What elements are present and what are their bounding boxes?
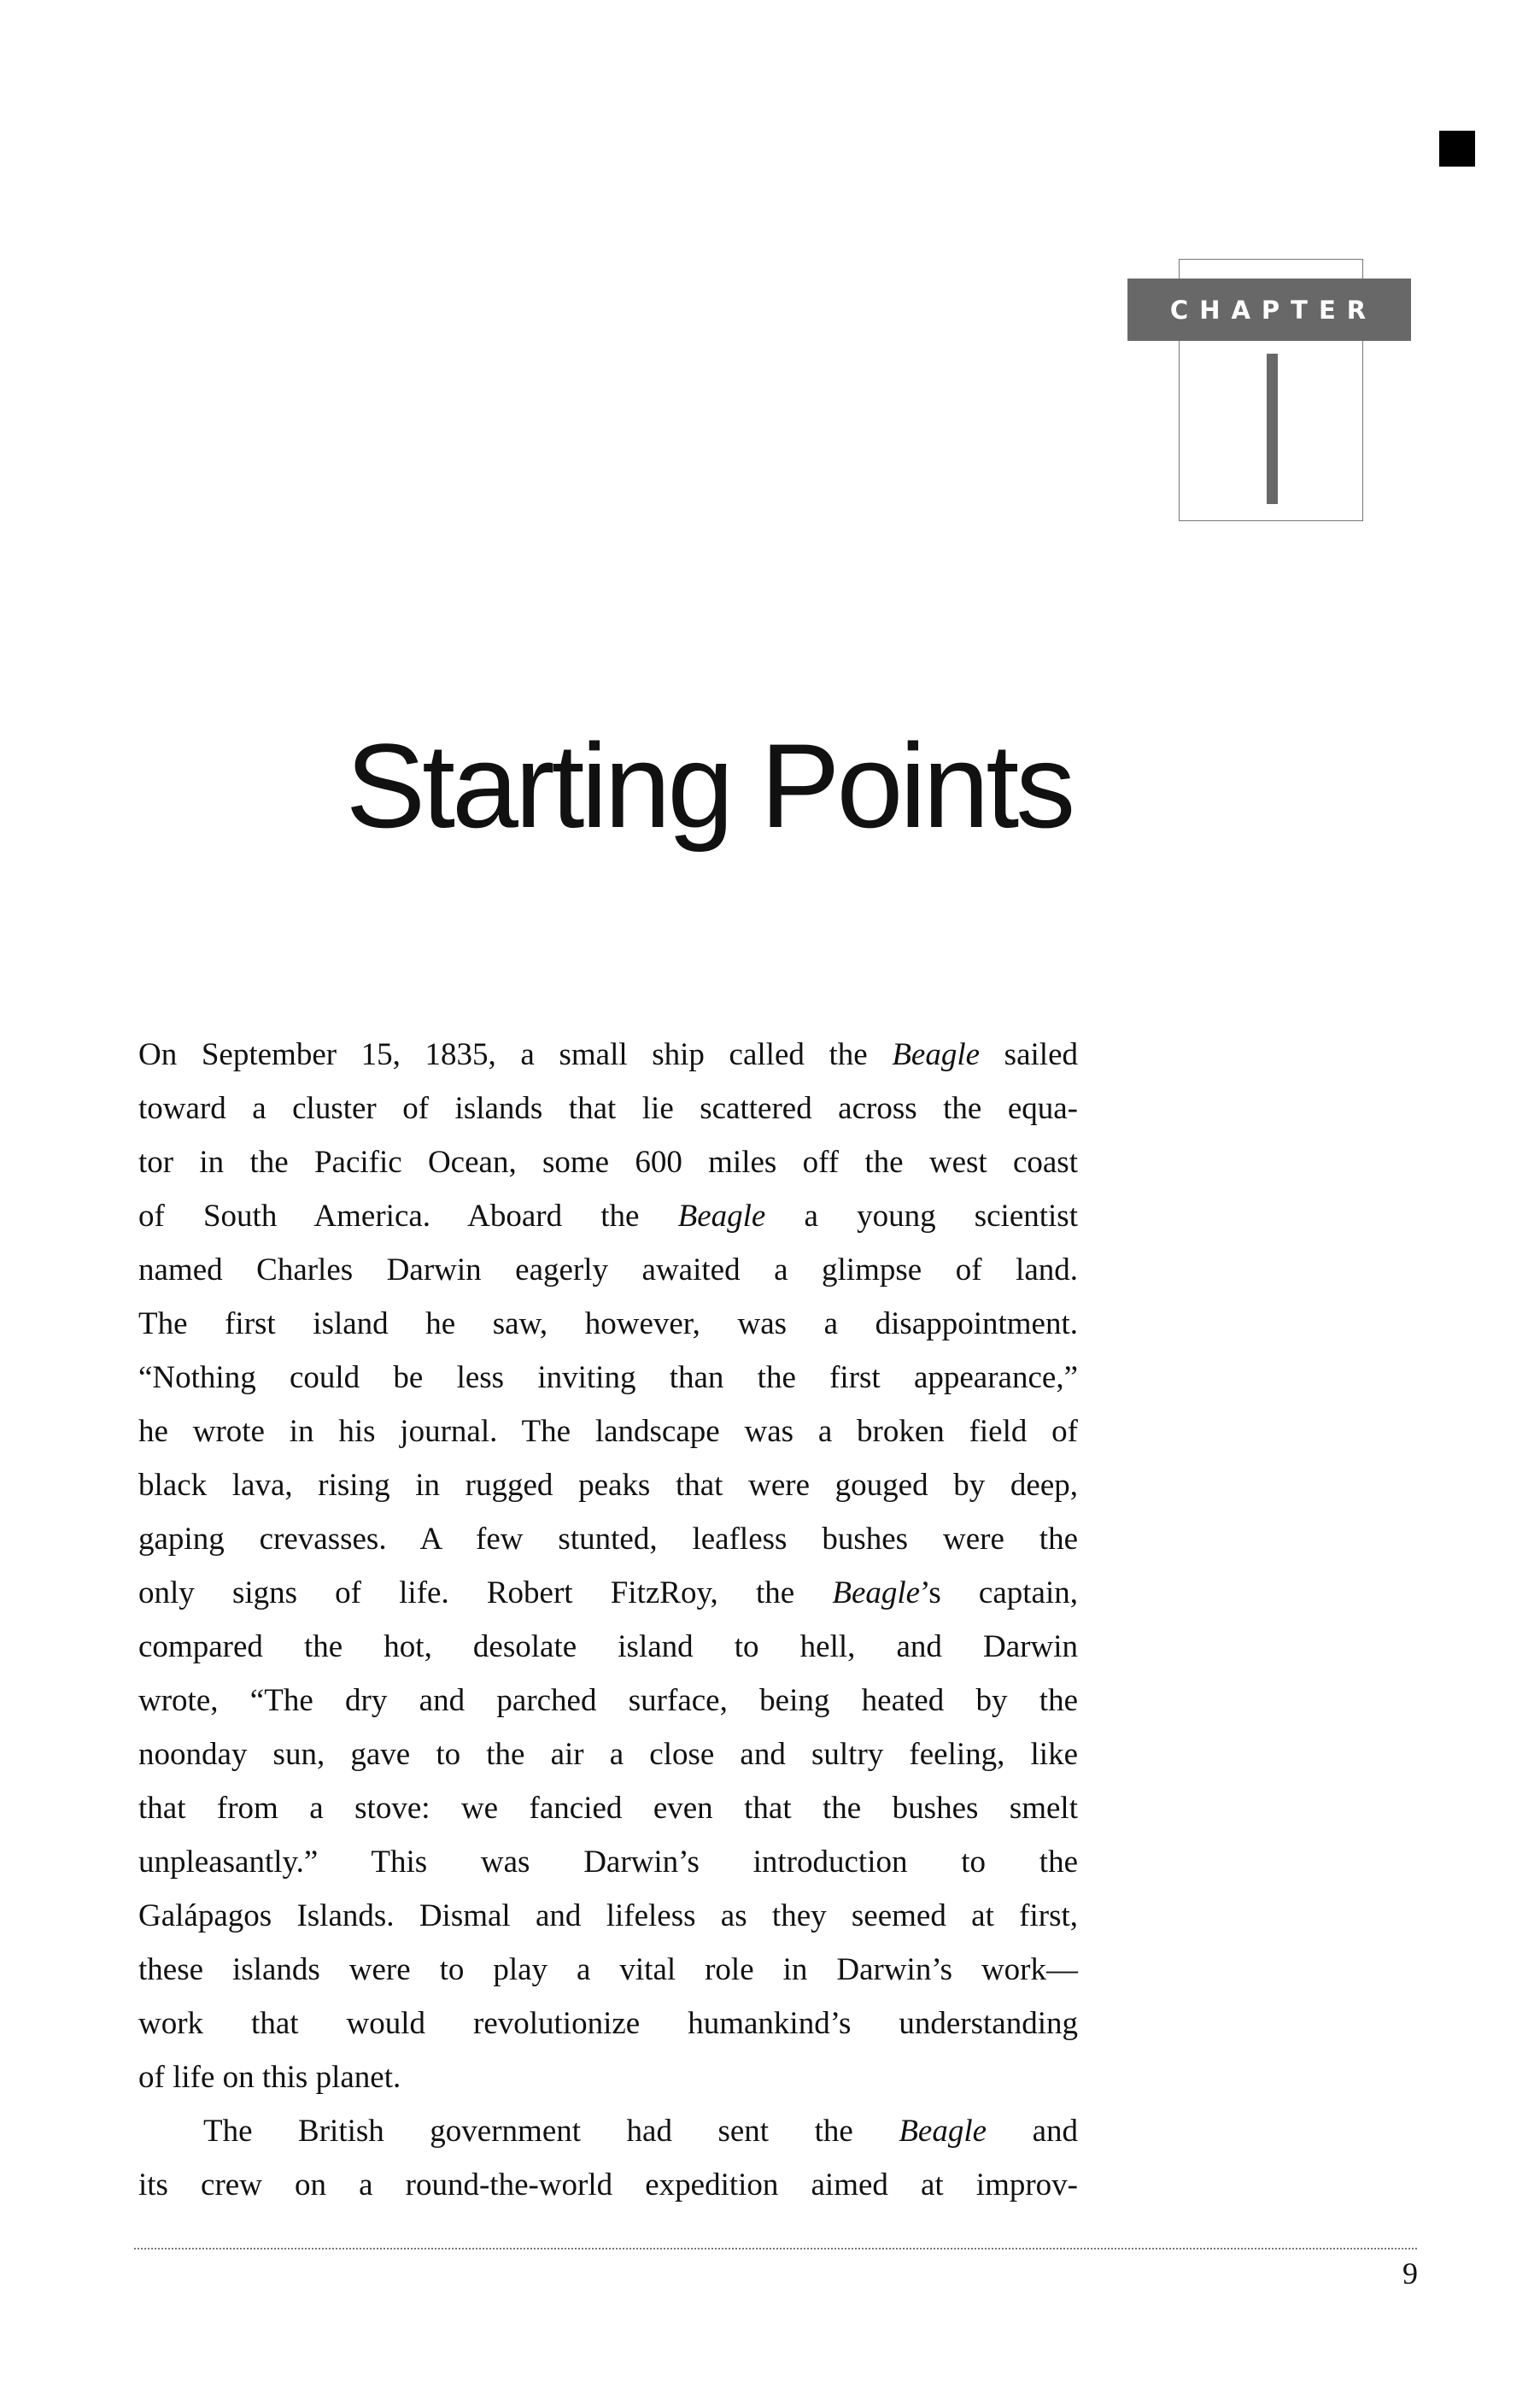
text-line: [138, 2104, 1078, 2158]
chapter-title: Starting Points: [345, 718, 1073, 853]
text-line: [138, 2158, 1078, 2212]
text-run: its crew on a round-the-world expedition aimed at improv-: [138, 2167, 1078, 2203]
text-run: and: [987, 2114, 1078, 2149]
text-line: [138, 1889, 1078, 1943]
text-line: [138, 1135, 1078, 1189]
text-line: [138, 1458, 1078, 1512]
page-number: 9: [1402, 2256, 1418, 2290]
text-run: wrote, “The dry and parched surface, being heated by the: [138, 1683, 1078, 1718]
text-run: that from a stove: we fancied even that the bushes smelt: [138, 1791, 1078, 1826]
text-run: ’s captain,: [920, 1575, 1078, 1610]
text-run: On September 15, 1835, a small ship called the: [138, 1037, 893, 1072]
text-line: [138, 1781, 1078, 1835]
text-line: [138, 1997, 1078, 2050]
text-line: [138, 1835, 1078, 1889]
chapter-label: CHAPTER: [1127, 279, 1411, 341]
text-line: [138, 1243, 1078, 1297]
italic-ship-name: Beagle: [677, 1199, 766, 1234]
text-run: Galápagos Islands. Dismal and lifeless as they seemed at first,: [138, 1898, 1078, 1933]
text-run: sailed: [980, 1037, 1078, 1072]
text-line: [138, 1405, 1078, 1458]
body-text: [138, 1028, 1078, 2212]
text-line: [138, 1620, 1078, 1674]
italic-ship-name: Beagle: [832, 1575, 921, 1610]
text-run: black lava, rising in rugged peaks that were gouged by deep,: [138, 1468, 1078, 1503]
text-line: [138, 1566, 1078, 1620]
corner-thumb-mark: [1439, 131, 1475, 167]
text-line: [138, 1943, 1078, 1997]
text-run: these islands were to play a vital role in Darwin’s work—: [138, 1952, 1078, 1987]
text-run: compared the hot, desolate island to hell, and Darwin: [138, 1629, 1078, 1664]
text-run: “Nothing could be less inviting than the first appearance,”: [138, 1360, 1078, 1395]
text-run: of life on this planet.: [138, 2060, 401, 2095]
text-run: noonday sun, gave to the air a close and sultry feeling, like: [138, 1737, 1078, 1772]
footer-dotted-rule: [134, 2248, 1417, 2249]
text-line: [138, 1189, 1078, 1243]
text-line: [138, 2050, 1078, 2104]
text-run: work that would revolutionize humankind’s understanding: [138, 2006, 1078, 2041]
text-line: [138, 1674, 1078, 1727]
text-line: [138, 1028, 1078, 1082]
text-run: only signs of life. Robert FitzRoy, the: [138, 1575, 833, 1610]
italic-ship-name: Beagle: [892, 1037, 981, 1072]
text-run: gaping crevasses. A few stunted, leafless bushes were the: [138, 1522, 1078, 1557]
text-run: The British government had sent the: [203, 2114, 899, 2149]
text-line: [138, 1351, 1078, 1405]
text-line: [138, 1727, 1078, 1781]
text-run: named Charles Darwin eagerly awaited a glimpse of land.: [138, 1252, 1078, 1287]
text-run: he wrote in his journal. The landscape was a broken field of: [138, 1414, 1078, 1449]
chapter-number-numeral: [1267, 354, 1278, 504]
text-line: [138, 1297, 1078, 1351]
text-run: a young scientist: [765, 1199, 1078, 1234]
text-line: [138, 1082, 1078, 1135]
text-run: tor in the Pacific Ocean, some 600 miles off the west coast: [138, 1145, 1078, 1180]
text-run: The first island he saw, however, was a disappointment.: [138, 1306, 1078, 1341]
text-line: [138, 1512, 1078, 1566]
italic-ship-name: Beagle: [899, 2114, 987, 2149]
text-run: of South America. Aboard the: [138, 1199, 678, 1234]
text-run: unpleasantly.” This was Darwin’s introduction to the: [138, 1845, 1078, 1880]
text-run: toward a cluster of islands that lie scattered across the equa-: [138, 1091, 1078, 1126]
